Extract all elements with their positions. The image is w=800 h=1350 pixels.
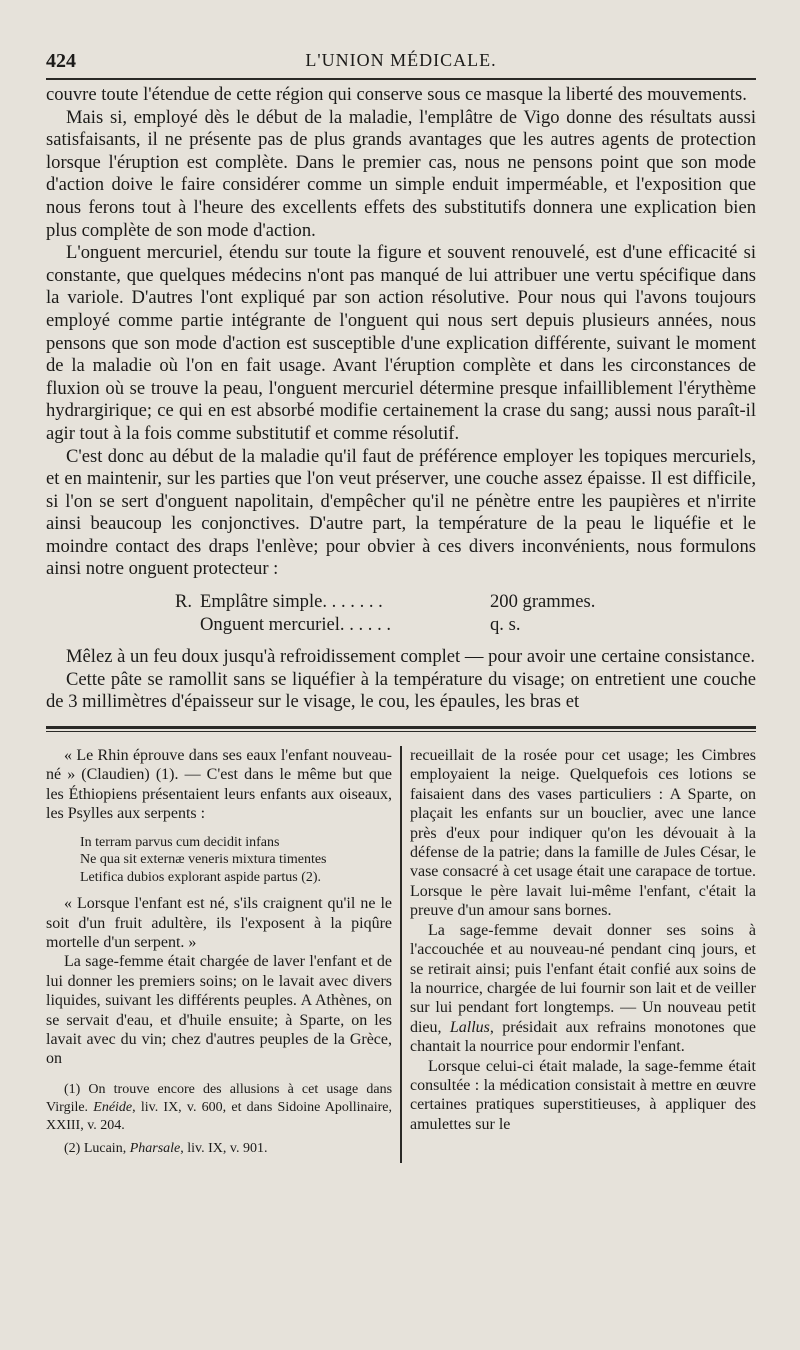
- paragraph-preparation: Mêlez à un feu doux jusqu'à refroidissement complet — pour avoir une certaine consistance.: [66, 646, 756, 668]
- latin-verse: [80, 834, 392, 887]
- paragraph-mercurial-ointment: L'onguent mercuriel, étendu sur toute la figure et souvent renouvelé, est d'une efficacité si constante, que quelques médecins n'ont pas manqué de lui attribuer une vertu spécifique dans la variole. D'autres l'ont expliqué par son action résolutive. Pour nous qui l'avons toujours employé comme partie intégrante de l'onguent qui nous sert depuis plusieurs années, nous pensons que son mode d'action est susceptible d'une explication différente, suivant le moment de la maladie où l'on en fait usage. Avant l'éruption complète et dans les circonstances de fluxion où se trouve la peau, l'onguent mercuriel détermine presque infailliblement l'érythème hydrargirique; ce qui en est absorbé modifie certainement la crase du sang; aussi nous paraît-il agir tout à la fois comme substitutif et comme résolutif.: [46, 242, 756, 444]
- left-column: [46, 746, 392, 1163]
- right-column: [410, 746, 756, 1163]
- column-paragraph: La sage-femme était chargée de laver l'enfant et de lui donner les premiers soins; on le lavait avec divers liquides, suivant les différents peuples. A Athènes, on se servait d'eau, et d'huile ensuite; à Sparte, on les lavait avec du vin; chez d'autres peuples de la Grèce, on: [46, 953, 393, 1068]
- verse-line: In terram parvus cum decidit infans: [80, 834, 280, 850]
- paragraph-continued: couvre toute l'étendue de cette région qui conserve sous ce masque la liberté des mouvements.: [46, 84, 747, 105]
- feuilleton-columns: [46, 746, 756, 1163]
- recipe-ingredient: Onguent mercuriel. . . . . .: [200, 613, 392, 635]
- recipe-line-1: [46, 591, 756, 614]
- column-paragraph: recueillait de la rosée pour cet usage; les Cimbres employaient la neige. Quelquefois ces lotions se faisaient dans des vases particuliers : A Sparte, on plaçait les enfants sur un bouclier, avec une lance près d'eux pour indiquer qu'on les dévouait à la défense de la patrie; dans la famille de Jules César, le vase consacré à cet usage était une carapace de tortue. Lorsque le père lavait lui-même l'enfant, c'était la preuve d'un amour sans bornes.: [409, 747, 756, 920]
- page-header: [46, 50, 756, 80]
- column-divider: [400, 746, 402, 1163]
- page-number: 424: [46, 50, 76, 72]
- recipe-formula: [46, 591, 756, 636]
- column-paragraph: Lorsque celui-ci était malade, la sage-femme était consultée : la médication consistait à mettre en œuvre certaines pratiques superstitieuses, à appliquer des amulettes sur le: [409, 1057, 756, 1133]
- footnote-2: (2) Lucain, Pharsale, liv. IX, v. 901.: [64, 1140, 268, 1156]
- column-paragraph: « Lorsque l'enfant est né, s'ils craignent qu'il ne le soit d'un fruit adultère, ils l'exposent à la piqûre mortelle d'un serpent. »: [46, 895, 393, 951]
- paragraph-paste-application: Cette pâte se ramollit sans se liquéfier à la température du visage; on entretient une couche de 3 millimètres d'épaisseur sur le visage, le cou, les épaules, les bras et: [46, 668, 756, 713]
- verse-line: Ne qua sit externæ veneris mixtura timentes: [80, 852, 327, 868]
- paragraph-topical-mercury: C'est donc au début de la maladie qu'il faut de préférence employer les topiques mercuriels, et en maintenir, sur les parties que l'on veut préserver, une couche assez épaisse. Il est difficile, si l'on se sert d'onguent napolitain, d'empêcher qu'il ne pénètre entre les paupières et n'irrite ainsi beaucoup les conjonctives. D'autre part, la température de la peau le liquéfie et le moindre contact des draps l'enlève; pour obvier à ces divers inconvénients, nous formulons ainsi notre onguent protecteur :: [46, 445, 756, 580]
- recipe-ingredient: Emplâtre simple. . . . . . .: [200, 591, 383, 613]
- section-divider: [46, 726, 756, 732]
- footnote-1: (1) On trouve encore des allusions à cet usage dans Virgile. Enéide, liv. IX, v. 600, et dans Sidoine Apollinaire, XXIII, v. 204.: [46, 1081, 393, 1133]
- column-paragraph: La sage-femme devait donner ses soins à l'accouchée et au nouveau-né pendant cinq jours, et se retirait ainsi; puis l'enfant était confié aux soins de la nourrice, chargée de lui fournir son lait et de veiller sur lui pendant fort longtemps. — Un nouveau petit dieu, Lallus, présidait aux refrains monotones que chantait la nourrice pour endormir l'enfant.: [409, 921, 756, 1056]
- recipe-quantity: q. s.: [490, 613, 521, 635]
- recipe-line-2: [46, 614, 756, 637]
- column-paragraph: « Le Rhin éprouve dans ses eaux l'enfant nouveau-né » (Claudien) (1). — C'est dans le même but que les Éthiopiens présentaient leurs enfants aux oiseaux, les Psylles aux serpents :: [46, 747, 393, 823]
- recipe-symbol: R.: [174, 591, 192, 613]
- footnotes: [46, 1081, 392, 1158]
- verse-line: Letifica dubios explorant aspide partus (2).: [80, 869, 322, 885]
- paragraph-vigo-plaster: Mais si, employé dès le début de la maladie, l'emplâtre de Vigo donne des résultats aussi satisfaisants, il ne présente pas de plus grands avantages que les autres agents de protection lorsque l'éruption est complète. Dans le premier cas, nous ne pensons point que son mode d'action doive le faire considérer comme un simple enduit imperméable, et l'exposition que nous ferons tout à l'heure des excellents effets des substitutifs donnera une explication bien plus complète de son mode d'action.: [46, 106, 756, 241]
- recipe-quantity: 200 grammes.: [490, 591, 596, 613]
- journal-title: L'UNION MÉDICALE.: [305, 50, 497, 70]
- main-text: [46, 84, 756, 714]
